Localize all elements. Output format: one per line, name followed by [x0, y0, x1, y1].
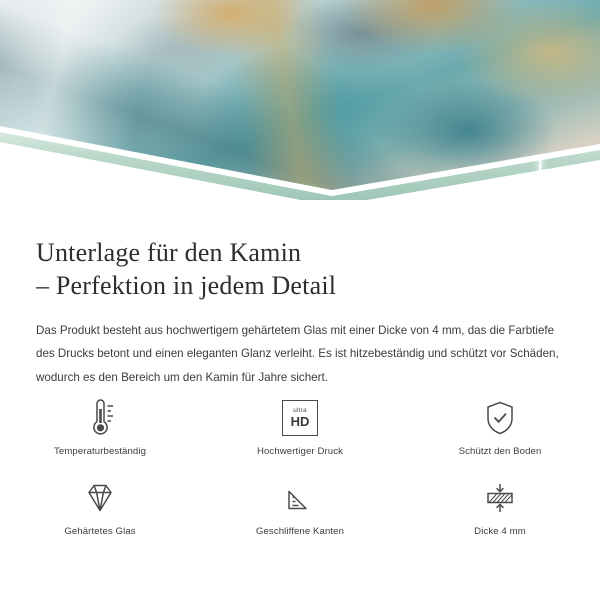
thermometer-icon: [80, 396, 120, 440]
body-paragraph: Das Produkt besteht aus hochwertigem gehärtetem Glas mit einer Dicke von 4 mm, das die Farbtiefe des Drucks betont und einen eleganten Glanz verleiht. Es ist hitzebeständig und schützt vor Schäden, wodurch es den Bereich um den Kamin für Jahre sichert.: [36, 323, 559, 385]
feature-label: Hochwertiger Druck: [256, 446, 344, 457]
feature-label: Dicke 4 mm: [474, 526, 526, 537]
feature-item-tempered-glass: [0, 476, 200, 548]
polished-edges-icon: [280, 476, 320, 520]
hero-image: [0, 0, 600, 218]
feature-label: Gehärtetes Glas: [64, 526, 136, 537]
shield-check-icon: [480, 396, 520, 440]
ultra-hd-icon: [282, 396, 318, 440]
feature-grid: [0, 396, 600, 548]
text-content: [0, 218, 600, 390]
page-title: [0, 218, 600, 303]
feature-label: Geschliffene Kanten: [255, 526, 345, 537]
headline-line-1: Unterlage für den Kamin: [36, 238, 302, 267]
feature-label: Temperaturbeständig: [53, 446, 147, 457]
feature-item-print-quality: [200, 396, 400, 468]
feature-item-thickness: [400, 476, 600, 548]
thickness-icon: [480, 476, 520, 520]
feature-item-polished-edges: [200, 476, 400, 548]
sparkle-icon: [548, 176, 574, 202]
ultra-hd-badge-top: ultra: [293, 406, 307, 414]
diamond-icon: [80, 476, 120, 520]
ultra-hd-badge-bottom: HD: [290, 414, 310, 430]
feature-item-floor-protection: [400, 396, 600, 468]
feature-label: Schützt den Boden: [458, 446, 542, 457]
feature-item-temperature: [0, 396, 200, 468]
headline-line-2: – Perfektion in jedem Detail: [36, 271, 337, 301]
